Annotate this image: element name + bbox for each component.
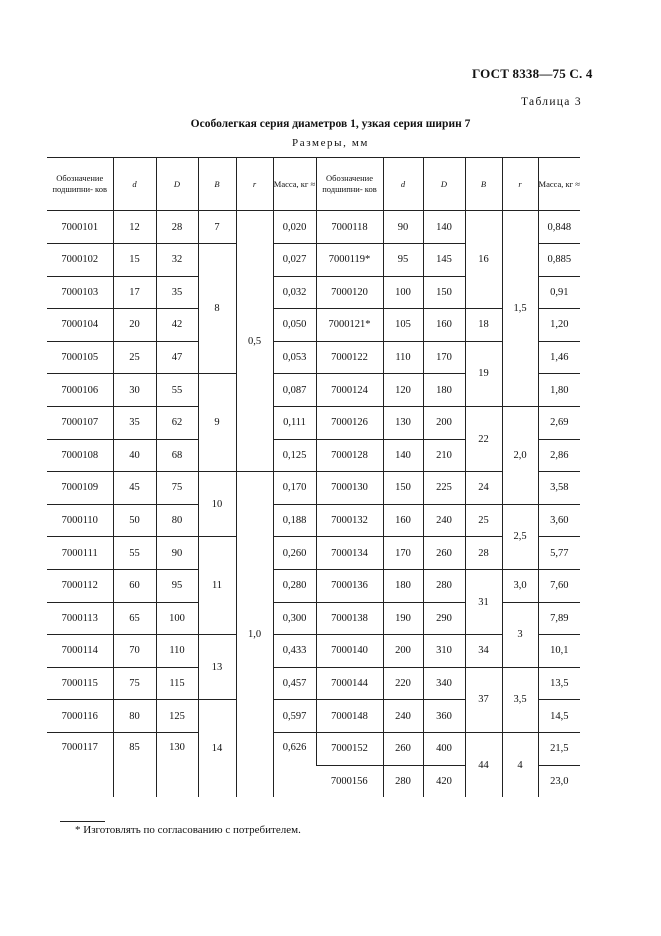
cell-d: 20 [113,309,156,342]
cell-mass: 7,89 [538,602,580,635]
cell-D: 110 [156,635,198,668]
cell-mass: 0,280 [273,569,316,602]
page-header: ГОСТ 8338—75 С. 4 [472,66,593,81]
cell-designation: 7000108 [47,439,113,472]
cell-B: 18 [465,309,502,342]
cell-mass: 0,050 [273,309,316,342]
cell-d: 45 [113,472,156,505]
table-row [47,537,580,570]
col-mass: Масса, кг ≈ [273,158,316,211]
cell-designation: 7000112 [47,569,113,602]
cell-d: 35 [113,406,156,439]
cell-mass: 0,260 [273,537,316,570]
cell-mass: 0,597 [273,700,316,733]
cell-designation: 7000128 [316,439,383,472]
col-designation-2: Обозначение подшипни- ков [316,158,383,211]
cell-mass: 0,885 [538,244,580,277]
cell-B: 28 [465,537,502,570]
cell-d: 220 [383,667,423,700]
cell-D: 90 [156,537,198,570]
cell-mass: 13,5 [538,667,580,700]
cell-designation: 7000109 [47,472,113,505]
cell-mass: 14,5 [538,700,580,733]
cell-D: 75 [156,472,198,505]
cell-designation: 7000126 [316,406,383,439]
cell-designation: 7000144 [316,667,383,700]
cell-designation: 7000138 [316,602,383,635]
cell-d: 260 [383,732,423,765]
cell-D: 115 [156,667,198,700]
cell-D: 95 [156,569,198,602]
cell-mass: 0,111 [273,406,316,439]
table-label: Таблица 3 [521,96,582,108]
cell-D: 200 [423,406,465,439]
cell-mass: 0,433 [273,635,316,668]
cell-mass: 0,457 [273,667,316,700]
cell-d: 80 [113,700,156,733]
cell-designation: 7000113 [47,602,113,635]
cell-designation: 7000117 [47,732,113,797]
cell-B: 14 [198,700,236,797]
table-row [47,211,580,244]
cell-mass: 0,032 [273,276,316,309]
cell-D: 47 [156,341,198,374]
cell-D: 310 [423,635,465,668]
cell-D: 130 [156,732,198,797]
cell-D: 240 [423,504,465,537]
cell-d: 70 [113,635,156,668]
cell-d: 90 [383,211,423,244]
cell-d: 75 [113,667,156,700]
cell-mass: 0,91 [538,276,580,309]
cell-mass: 0,300 [273,602,316,635]
cell-B: 44 [465,732,502,797]
cell-D: 42 [156,309,198,342]
cell-D: 225 [423,472,465,505]
cell-mass: 0,125 [273,439,316,472]
cell-designation: 7000156 [316,765,383,797]
bearing-table [47,157,580,797]
col-designation: Обозначение подшипни- ков [47,158,113,211]
cell-B: 16 [465,211,502,309]
cell-B: 22 [465,406,502,471]
cell-designation: 7000105 [47,341,113,374]
cell-d: 280 [383,765,423,797]
cell-designation: 7000124 [316,374,383,407]
cell-mass: 7,60 [538,569,580,602]
cell-d: 30 [113,374,156,407]
cell-D: 100 [156,602,198,635]
cell-designation: 7000106 [47,374,113,407]
cell-d: 100 [383,276,423,309]
table-title: Особолегкая серия диаметров 1, узкая серия ширин 7 [190,118,471,130]
cell-D: 35 [156,276,198,309]
cell-designation: 7000110 [47,504,113,537]
cell-designation: 7000121* [316,309,383,342]
cell-r: 0,5 [236,211,273,472]
cell-mass: 0,087 [273,374,316,407]
cell-d: 60 [113,569,156,602]
cell-d: 50 [113,504,156,537]
cell-d: 12 [113,211,156,244]
cell-r: 4 [502,732,538,797]
footnote: * Изготовлять по согласованию с потребителем. [75,824,301,836]
cell-mass: 0,848 [538,211,580,244]
cell-mass: 2,69 [538,406,580,439]
cell-D: 210 [423,439,465,472]
cell-B: 34 [465,635,502,668]
cell-D: 160 [423,309,465,342]
cell-mass: 0,626 [273,732,316,797]
table-row [47,472,580,505]
cell-D: 170 [423,341,465,374]
cell-D: 62 [156,406,198,439]
cell-d: 55 [113,537,156,570]
cell-d: 25 [113,341,156,374]
cell-designation: 7000111 [47,537,113,570]
table-row [47,667,580,700]
table-subtitle: Размеры, мм [292,137,369,149]
cell-designation: 7000104 [47,309,113,342]
cell-D: 180 [423,374,465,407]
cell-designation: 7000152 [316,732,383,765]
cell-d: 240 [383,700,423,733]
cell-D: 280 [423,569,465,602]
col-r: r [236,158,273,211]
col-B-2: B [465,158,502,211]
cell-designation: 7000134 [316,537,383,570]
cell-d: 105 [383,309,423,342]
col-D-2: D [423,158,465,211]
cell-d: 170 [383,537,423,570]
cell-designation: 7000101 [61,221,99,233]
cell-D: 420 [423,765,465,797]
cell-d: 120 [383,374,423,407]
cell-D: 125 [156,700,198,733]
cell-designation: 7000122 [316,341,383,374]
cell-mass: 1,20 [538,309,580,342]
col-mass-2: Масса, кг ≈ [538,158,580,211]
cell-r: 1,0 [236,472,273,797]
cell-B: 9 [198,374,236,472]
cell-mass: 10,1 [538,635,580,668]
cell-B: 37 [465,667,502,732]
cell-B: 8 [198,244,236,374]
cell-D: 290 [423,602,465,635]
cell-B: 19 [465,341,502,406]
cell-designation: 7000132 [316,504,383,537]
cell-d: 190 [383,602,423,635]
cell-B: 25 [465,504,502,537]
col-B: B [198,158,236,211]
cell-mass: 0,170 [273,472,316,505]
cell-D: 32 [156,244,198,277]
cell-d: 95 [383,244,423,277]
cell-D: 145 [423,244,465,277]
cell-r: 3 [502,602,538,667]
cell-d: 17 [113,276,156,309]
cell-designation: 7000118 [316,211,383,244]
table-row [47,341,580,374]
cell-designation: 7000148 [316,700,383,733]
cell-d: 15 [113,244,156,277]
cell-r: 2,0 [502,406,538,504]
col-d: d [113,158,156,211]
cell-designation: 7000140 [316,635,383,668]
cell-mass: 0,027 [273,244,316,277]
cell-mass: 1,80 [538,374,580,407]
cell-d: 180 [383,569,423,602]
col-r-2: r [502,158,538,211]
col-D: D [156,158,198,211]
cell-mass: 0,188 [273,504,316,537]
cell-d: 200 [383,635,423,668]
cell-B: 11 [198,537,236,635]
cell-designation: 7000116 [47,700,113,733]
cell-designation: 7000102 [47,244,113,277]
cell-mass: 3,60 [538,504,580,537]
cell-B: 10 [198,472,236,537]
cell-B: 13 [198,635,236,700]
col-d-2: d [383,158,423,211]
footnote-rule [60,821,105,822]
cell-designation: 7000130 [316,472,383,505]
cell-d: 140 [383,439,423,472]
cell-B: 24 [465,472,502,505]
cell-designation: 7000136 [316,569,383,602]
cell-D: 28 [156,211,198,244]
cell-D: 80 [156,504,198,537]
cell-D: 68 [156,439,198,472]
cell-B: 31 [465,569,502,634]
table-row [47,569,580,602]
cell-d: 160 [383,504,423,537]
cell-mass: 23,0 [538,765,580,797]
cell-d: 110 [383,341,423,374]
cell-r: 3,0 [502,569,538,602]
cell-d: 65 [113,602,156,635]
cell-designation: 7000119* [316,244,383,277]
cell-designation: 7000120 [316,276,383,309]
cell-mass: 1,46 [538,341,580,374]
cell-D: 340 [423,667,465,700]
header-row [47,158,580,211]
cell-designation: 7000114 [47,635,113,668]
cell-d: 150 [383,472,423,505]
cell-mass: 21,5 [538,732,580,765]
cell-designation: 7000103 [47,276,113,309]
cell-B: 7 [198,211,236,244]
cell-D: 140 [423,211,465,244]
cell-D: 150 [423,276,465,309]
table-row [47,309,580,342]
cell-mass: 0,020 [273,211,316,244]
cell-mass: 5,77 [538,537,580,570]
table-row [47,732,580,765]
cell-mass: 3,58 [538,472,580,505]
cell-mass: 2,86 [538,439,580,472]
cell-d: 130 [383,406,423,439]
cell-D: 260 [423,537,465,570]
cell-D: 400 [423,732,465,765]
cell-r: 3,5 [502,667,538,732]
cell-mass: 0,053 [273,341,316,374]
cell-d: 85 [113,732,156,797]
table-row [47,635,580,668]
table-row [47,504,580,537]
table-row [47,406,580,439]
cell-d: 40 [113,439,156,472]
cell-D: 55 [156,374,198,407]
cell-r: 2,5 [502,504,538,569]
cell-D: 360 [423,700,465,733]
cell-designation: 7000107 [47,406,113,439]
cell-designation: 7000115 [47,667,113,700]
cell-r: 1,5 [502,211,538,407]
